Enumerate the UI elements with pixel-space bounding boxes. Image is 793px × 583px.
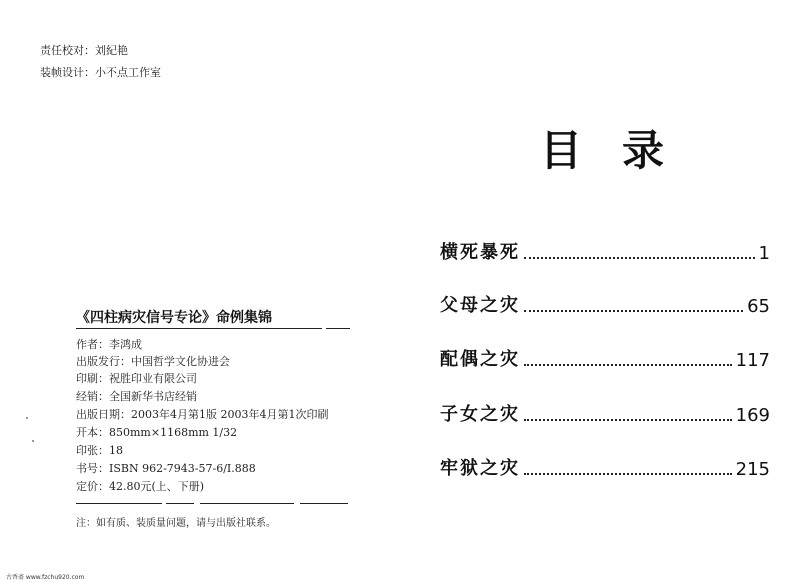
toc-entry-label: 横死暴死 xyxy=(440,242,520,263)
title-underline-extra xyxy=(326,328,350,329)
toc-entry xyxy=(440,345,770,371)
colophon-line: 出版日期：2003年4月第1版 2003年4月第1次印刷 xyxy=(76,408,329,421)
toc-leader-dots xyxy=(524,473,732,475)
colophon-line: 印张：18 xyxy=(76,444,123,457)
toc-entry xyxy=(440,238,770,264)
toc-entry-label: 父母之灾 xyxy=(440,295,520,316)
credit-proofreader xyxy=(40,42,128,58)
toc-entry xyxy=(440,454,770,480)
colophon-line: 印刷：祝胜印业有限公司 xyxy=(76,372,197,385)
footer-site: 古香斋 www.fzchu920.com xyxy=(6,574,85,581)
scan-speck xyxy=(26,417,28,419)
toc-leader-dots xyxy=(524,257,755,259)
colophon-line: 开本：850mm×1168mm 1/32 xyxy=(76,426,238,439)
credit-label: 装帧设计： xyxy=(40,66,95,79)
toc-entry xyxy=(440,291,770,317)
toc-title: 目录 xyxy=(540,126,705,175)
colophon-bottom-rule xyxy=(200,503,294,504)
colophon-bottom-rule xyxy=(76,503,162,504)
colophon-line: 定价：42.80元(上、下册) xyxy=(76,480,205,493)
toc-leader-dots xyxy=(524,310,743,312)
credit-label: 责任校对： xyxy=(40,44,95,57)
colophon-bottom-rule xyxy=(166,503,194,504)
toc-entry-label: 牢狱之灾 xyxy=(440,458,520,479)
toc-entry-page: 215 xyxy=(735,459,770,480)
toc-entry-label: 子女之灾 xyxy=(440,404,520,425)
toc-leader-dots xyxy=(524,419,732,421)
note: 注：如有质、装质量问题，请与出版社联系。 xyxy=(76,518,276,529)
title-underline xyxy=(76,328,322,329)
toc-entry-page: 117 xyxy=(735,350,770,371)
colophon-line: 作者：李鸿成 xyxy=(76,338,142,351)
toc-entry xyxy=(440,400,770,426)
credit-value: 刘紀艳 xyxy=(95,44,128,57)
toc-entry-page: 169 xyxy=(735,405,770,426)
colophon-line: 出版发行：中国哲学文化协进会 xyxy=(76,355,230,368)
credit-value: 小不点工作室 xyxy=(95,66,161,79)
book-title: 《四柱病灾信号专论》命例集锦 xyxy=(76,310,272,326)
toc-entry-page: 1 xyxy=(758,243,770,264)
colophon-bottom-rule xyxy=(300,503,348,504)
toc-entry-label: 配偶之灾 xyxy=(440,349,520,370)
toc-leader-dots xyxy=(524,364,732,366)
scan-speck xyxy=(32,440,34,442)
toc-entry-page: 65 xyxy=(747,296,770,317)
colophon-line: 书号：ISBN 962-7943-57-6/I.888 xyxy=(76,462,256,475)
credit-designer xyxy=(40,64,161,80)
colophon-line: 经销：全国新华书店经销 xyxy=(76,390,197,403)
